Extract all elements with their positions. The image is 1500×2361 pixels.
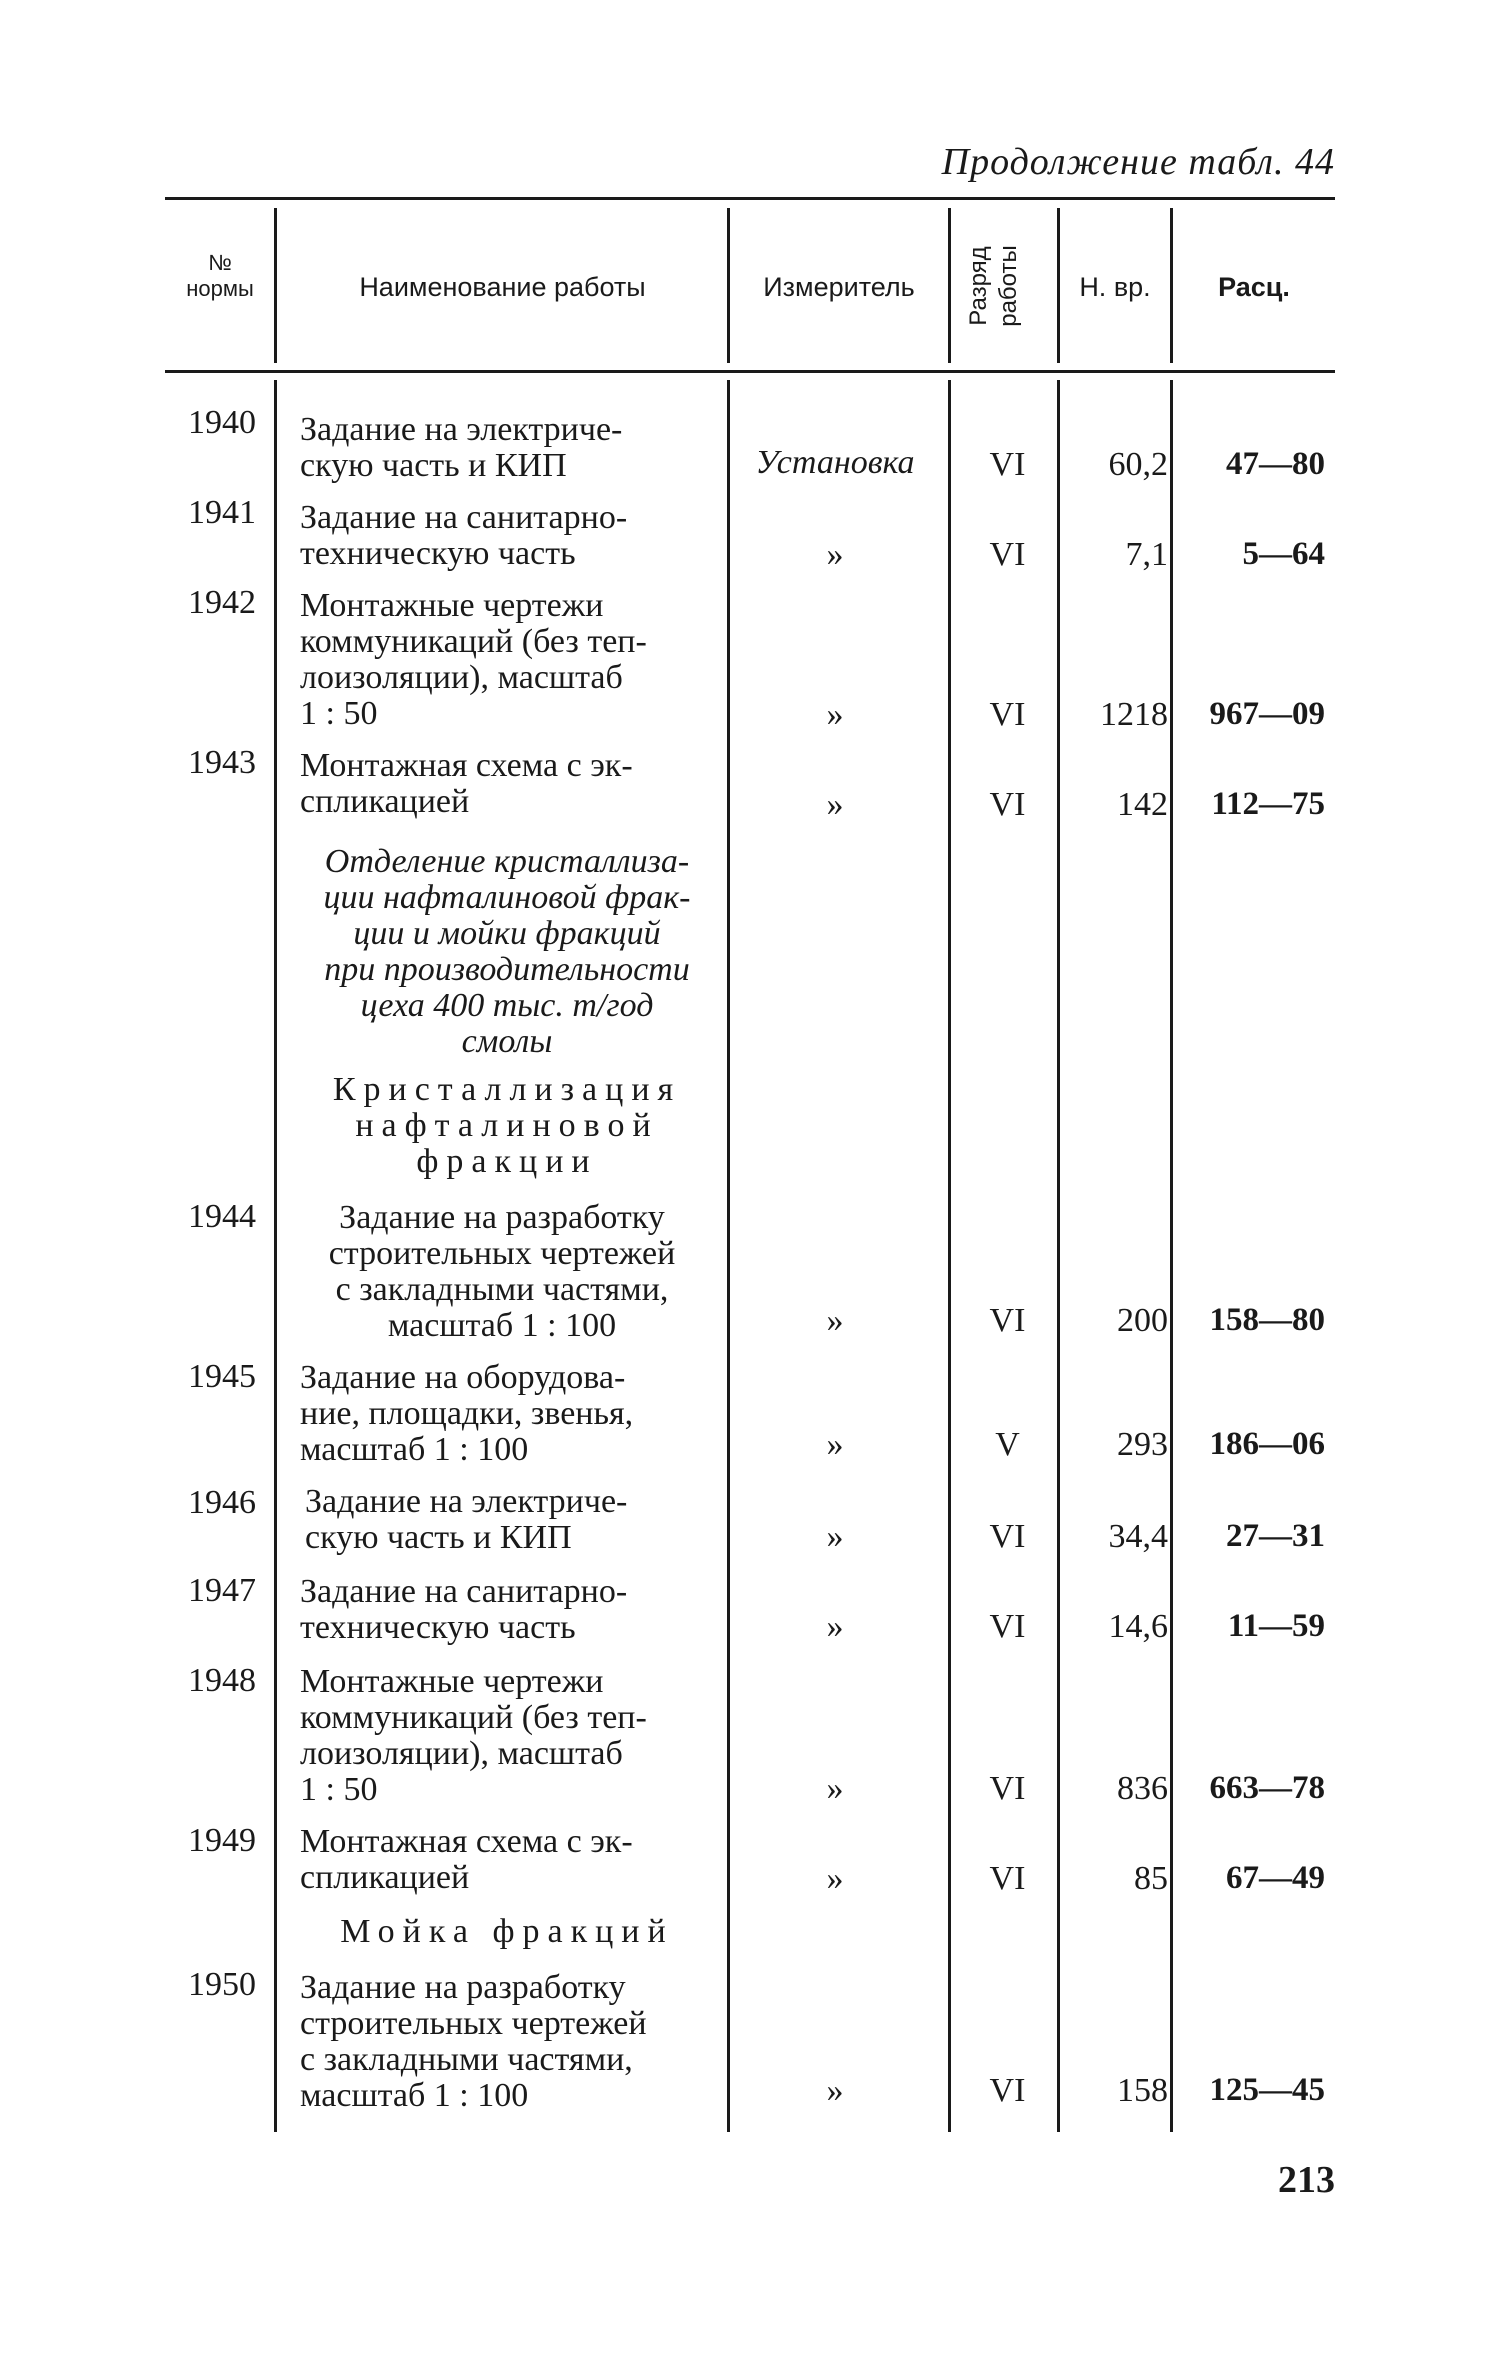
rank: VI <box>989 1518 1026 1555</box>
section-heading: Отделение кристаллиза- ции нафталиновой фрак- ции и мойки фракций при производительности цеха 400 тыс. т/год смолы <box>323 843 691 1060</box>
subsection-heading: Кристаллизация нафталиновой фракции <box>332 1071 682 1180</box>
work-name: Задание на разработку строительных чертежей с закладными частями, масштаб 1 : 100 <box>328 1199 676 1344</box>
rate: 112—75 <box>1211 786 1325 822</box>
rate: 47—80 <box>1226 446 1325 482</box>
rate: 67—49 <box>1226 1860 1325 1896</box>
rank: VI <box>989 536 1026 573</box>
work-name: Задание на санитарно- техническую часть <box>300 499 628 572</box>
header-rank: Разряд работы <box>965 245 1022 327</box>
rank: VI <box>989 696 1026 733</box>
measure: » <box>826 1302 844 1339</box>
rank: VI <box>989 1608 1026 1645</box>
rate: 663—78 <box>1209 1770 1325 1806</box>
rank: V <box>995 1426 1020 1463</box>
measure: » <box>826 1770 844 1807</box>
rate: 186—06 <box>1209 1426 1325 1462</box>
rate: 11—59 <box>1227 1608 1325 1644</box>
subsection-heading: Мойка фракций <box>340 1913 674 1950</box>
norm-number: 1947 <box>188 1572 256 1609</box>
header-rate: Расц. <box>1218 272 1290 302</box>
time-norm: 158 <box>1117 2072 1168 2109</box>
col-rule-5-body <box>1170 380 1173 2132</box>
work-name: Монтажная схема с эк- спликацией <box>300 747 633 820</box>
norm-number: 1948 <box>188 1662 256 1699</box>
norm-number: 1942 <box>188 584 256 621</box>
measure: » <box>826 696 844 733</box>
time-norm: 836 <box>1117 1770 1168 1807</box>
time-norm: 142 <box>1117 786 1168 823</box>
col-rule-1-body <box>274 380 277 2132</box>
rank: VI <box>989 2072 1026 2109</box>
running-head: Продолжение табл. 44 <box>941 141 1335 183</box>
norm-number: 1949 <box>188 1822 256 1859</box>
measure: » <box>826 1426 844 1463</box>
work-name: Монтажные чертежи коммуникаций (без теп- лоизоляции), масштаб 1 : 50 <box>300 587 647 732</box>
col-rule-3-body <box>948 380 951 2132</box>
work-name: Задание на оборудова- ние, площадки, звенья, масштаб 1 : 100 <box>300 1359 634 1468</box>
measure: » <box>826 2072 844 2109</box>
norm-number: 1943 <box>188 744 256 781</box>
rate: 27—31 <box>1226 1518 1325 1554</box>
measure: » <box>826 536 844 573</box>
rank: VI <box>989 1770 1026 1807</box>
time-norm: 85 <box>1134 1860 1168 1897</box>
rank: VI <box>989 786 1026 823</box>
measure: Установка <box>755 444 915 481</box>
work-name: Задание на электриче- скую часть и КИП <box>305 1483 628 1556</box>
work-name: Монтажные чертежи коммуникаций (без теп- лоизоляции), масштаб 1 : 50 <box>300 1663 647 1808</box>
norm-number: 1941 <box>188 494 256 531</box>
col-rule-2-body <box>727 380 730 2132</box>
rate: 158—80 <box>1209 1302 1325 1338</box>
header-time-norm: Н. вр. <box>1079 272 1151 302</box>
time-norm: 14,6 <box>1108 1608 1168 1645</box>
page-number: 213 <box>1278 2159 1335 2201</box>
norm-number: 1946 <box>188 1484 256 1521</box>
rank: VI <box>989 1860 1026 1897</box>
work-name: Задание на санитарно- техническую часть <box>300 1573 628 1646</box>
header-norm-no: № нормы <box>186 250 254 301</box>
norm-number: 1945 <box>188 1358 256 1395</box>
measure: » <box>826 786 844 823</box>
norm-number: 1944 <box>188 1198 256 1235</box>
header-measure: Измеритель <box>763 272 915 302</box>
norm-number: 1940 <box>188 404 256 441</box>
time-norm: 293 <box>1117 1426 1168 1463</box>
rate: 5—64 <box>1242 536 1325 572</box>
header-work-name: Наименование работы <box>359 272 646 302</box>
norm-number: 1950 <box>188 1966 256 2003</box>
rank: VI <box>989 446 1026 483</box>
header-bottom-rule <box>165 370 1335 373</box>
table-top-rule <box>165 197 1335 200</box>
rate: 125—45 <box>1209 2072 1325 2108</box>
time-norm: 34,4 <box>1108 1518 1168 1555</box>
measure: » <box>826 1608 844 1645</box>
work-name: Задание на разработку строительных чертежей с закладными частями, масштаб 1 : 100 <box>300 1969 647 2114</box>
time-norm: 60,2 <box>1108 446 1168 483</box>
rate: 967—09 <box>1209 696 1325 732</box>
rank: VI <box>989 1302 1026 1339</box>
col-rule-3-head <box>948 208 951 363</box>
measure: » <box>826 1860 844 1897</box>
work-name: Монтажная схема с эк- спликацией <box>300 1823 633 1896</box>
time-norm: 1218 <box>1100 696 1168 733</box>
measure: » <box>826 1518 844 1555</box>
time-norm: 200 <box>1117 1302 1168 1339</box>
work-name: Задание на электриче- скую часть и КИП <box>300 411 623 484</box>
time-norm: 7,1 <box>1125 536 1168 573</box>
